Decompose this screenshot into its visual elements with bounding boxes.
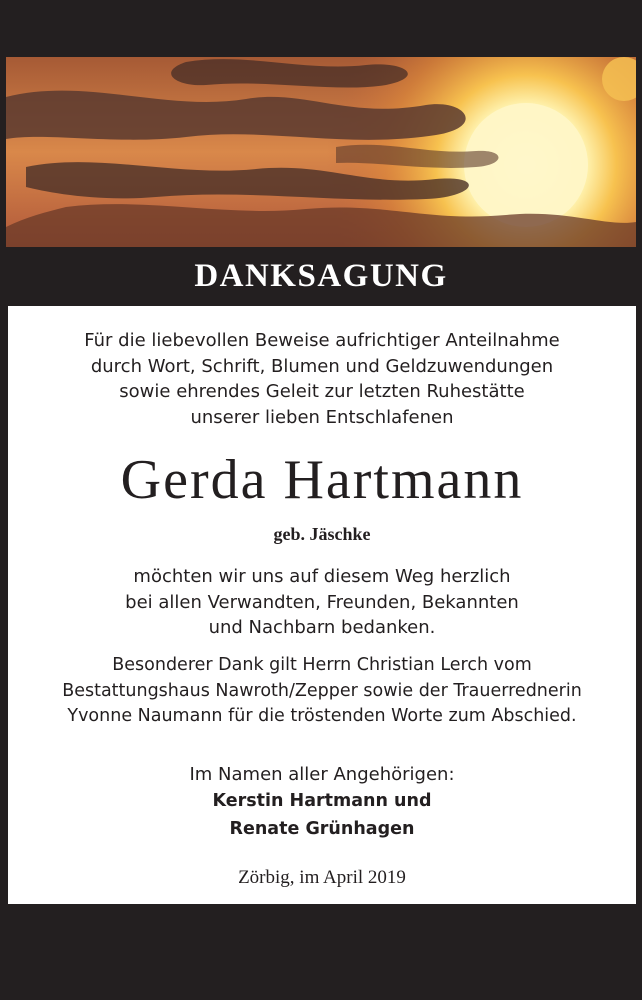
birth-name: geb. Jäschke xyxy=(273,524,371,544)
intro-line: unserer lieben Entschlafenen xyxy=(190,406,454,428)
mourner-name: Renate Grünhagen xyxy=(229,819,415,839)
intro-line: durch Wort, Schrift, Blumen und Geldzuwendungen xyxy=(90,355,554,377)
special-thanks-text xyxy=(8,653,636,730)
special-line: Yvonne Naumann für die tröstenden Worte zum Abschied. xyxy=(67,706,577,726)
special-line: Besonderer Dank gilt Herrn Christian Lerch vom xyxy=(112,655,532,675)
mourner-names xyxy=(8,787,636,843)
intro-line: sowie ehrendes Geleit zur letzten Ruhestätte xyxy=(119,381,525,402)
deceased-name: Gerda Hartmann xyxy=(120,449,524,511)
intro-line: Für die liebevollen Beweise aufrichtiger Anteilnahme xyxy=(84,330,560,351)
thanks-line: möchten wir uns auf diesem Weg herzlich xyxy=(133,566,511,587)
place-date: Zörbig, im April 2019 xyxy=(238,867,406,888)
special-line: Bestattungshaus Nawroth/Zepper sowie der Trauerrednerin xyxy=(62,680,582,701)
intro-text xyxy=(8,328,636,430)
sunset-photo xyxy=(6,57,636,247)
heading: DANKSAGUNG xyxy=(194,258,448,294)
closing-label: Im Namen aller Angehörigen: xyxy=(189,764,455,785)
mourner-name: Kerstin Hartmann und xyxy=(212,791,432,811)
thanks-line: bei allen Verwandten, Freunden, Bekannten xyxy=(125,591,519,613)
sunset-illustration xyxy=(6,57,636,247)
thanks-text xyxy=(8,564,636,641)
notice-card xyxy=(8,306,636,904)
thanks-line: und Nachbarn bedanken. xyxy=(208,617,436,638)
